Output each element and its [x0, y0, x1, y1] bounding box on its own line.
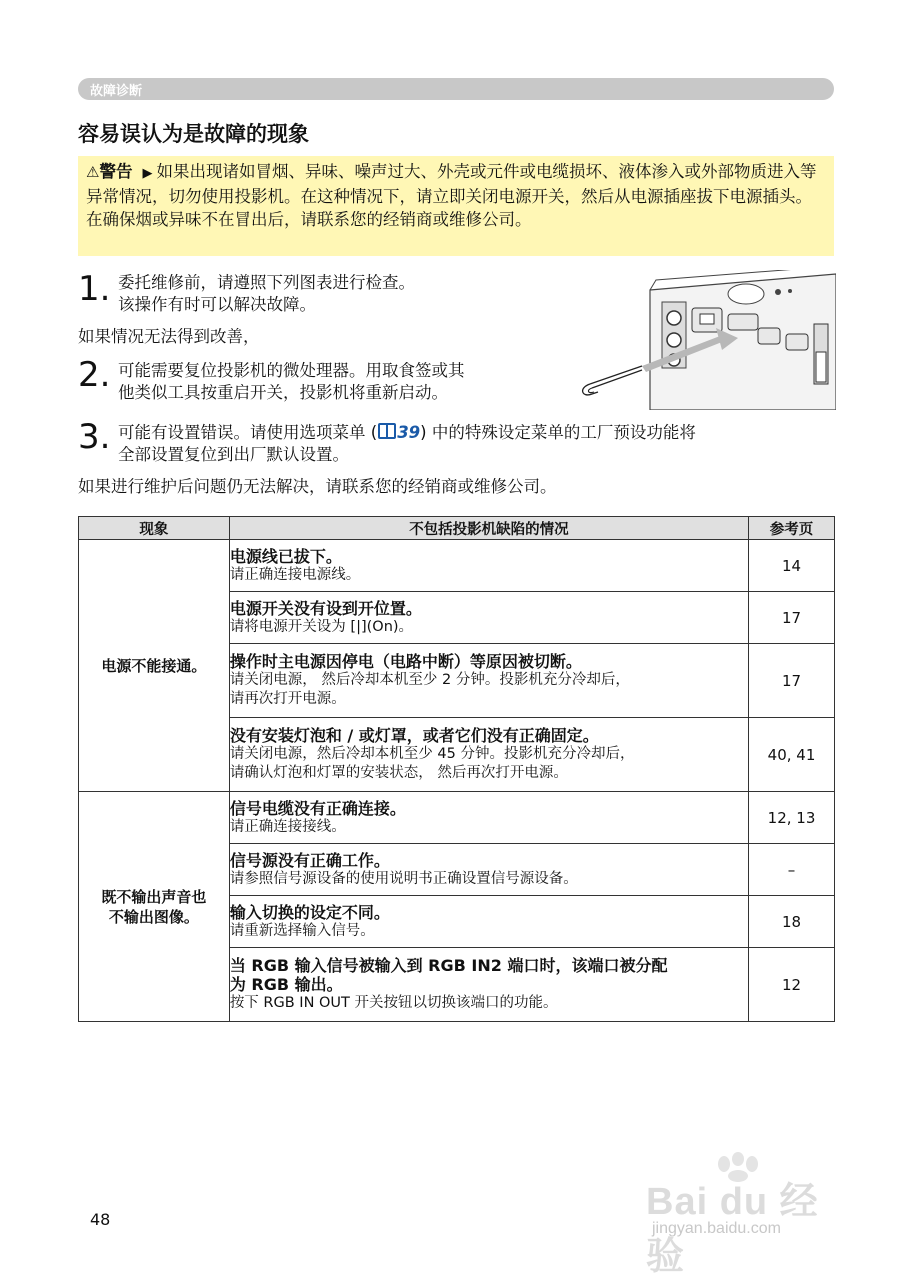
warning-box: [78, 156, 834, 256]
watermark-brand: Bai du 经验: [646, 1181, 819, 1278]
condition-cell: 输入切换的设定不同。 请重新选择输入信号。: [229, 896, 748, 948]
table-header-row: [79, 517, 835, 540]
troubleshooting-table: [78, 516, 835, 1022]
projector-reset-illustration: [580, 270, 836, 410]
page-reference-link[interactable]: 39: [397, 423, 421, 442]
arrow-right-icon: ▶: [142, 166, 153, 181]
reference-page-cell: 17: [749, 592, 835, 644]
reference-page-cell: 40, 41: [749, 718, 835, 792]
step-3-text: 可能有设置错误。请使用选项菜单 ( 39) 中的特殊设定菜单的工厂预设功能将 全部设置复位到出厂默认设置。: [118, 423, 696, 464]
watermark-url: jingyan.baidu.com: [652, 1220, 781, 1237]
section-header-bar: [78, 78, 834, 100]
page-number: 48: [90, 1210, 111, 1229]
table-row: [79, 540, 835, 592]
paragraph-no-improvement: 如果情况无法得到改善，: [78, 327, 260, 346]
condition-cell: 信号源没有正确工作。 请参照信号源设备的使用说明书正确设置信号源设备。: [229, 844, 748, 896]
reference-page-cell: 12, 13: [749, 792, 835, 844]
condition-cell: 电源线已拔下。 请正确连接电源线。: [229, 540, 748, 592]
symptom-power-cell: 电源不能接通。: [79, 540, 230, 792]
step-2-text: 可能需要复位投影机的微处理器。用取食签或其 他类似工具按重启开关，投影机将重新启动。: [118, 361, 465, 402]
section-label: 故障诊断: [90, 84, 143, 99]
condition-cell: 信号电缆没有正确连接。 请正确连接接线。: [229, 792, 748, 844]
symptom-no-output-cell: 既不输出声音也 不输出图像。: [79, 792, 230, 1022]
condition-cell: 电源开关没有设到开位置。 请将电源开关设为 [|](On)。: [229, 592, 748, 644]
warning-text: 如果出现诸如冒烟、异味、噪声过大、外壳或元件或电缆损坏、液体渗入或外部物质进入等异常情况，切勿使用投影机。在这种情况下，请立即关闭电源开关，然后从电源插座拔下电源插头。在确保烟或异味不在冒出后，请联系您的经销商或维修公司。: [86, 162, 817, 229]
condition-cell: 操作时主电源因停电（电路中断）等原因被切断。 请关闭电源， 然后冷却本机至少 2 分钟。投影机充分冷却后， 请再次打开电源。: [229, 644, 748, 718]
step-1-number: 1.: [78, 269, 111, 309]
paragraph-contact-service: 如果进行维护后问题仍无法解决，请联系您的经销商或维修公司。: [78, 477, 557, 496]
condition-cell: 没有安装灯泡和 / 或灯罩，或者它们没有正确固定。 请关闭电源，然后冷却本机至少 45 分钟。投影机充分冷却后， 请确认灯泡和灯罩的安装状态， 然后再次打开电源。: [229, 718, 748, 792]
col-header-condition: 不包括投影机缺陷的情况: [229, 517, 748, 540]
reference-page-cell: 18: [749, 896, 835, 948]
step-2-number: 2.: [78, 355, 111, 395]
reference-page-cell: 14: [749, 540, 835, 592]
manual-book-icon: [378, 423, 396, 439]
step-1-text: 委托维修前，请遵照下列图表进行检查。 该操作有时可以解决故障。: [118, 273, 415, 314]
warning-triangle-icon: ⚠: [86, 163, 100, 181]
col-header-symptom: 现象: [79, 517, 230, 540]
reference-page-cell: –: [749, 844, 835, 896]
reference-page-cell: 12: [749, 948, 835, 1022]
reference-page-cell: 17: [749, 644, 835, 718]
condition-cell: 当 RGB 输入信号被输入到 RGB IN2 端口时，该端口被分配 为 RGB 输出。 按下 RGB IN OUT 开关按钮以切换该端口的功能。: [229, 948, 748, 1022]
col-header-reference: 参考页: [749, 517, 835, 540]
step-3-number: 3.: [78, 417, 111, 457]
page-title: 容易误认为是故障的现象: [78, 122, 309, 146]
table-row: [79, 792, 835, 844]
baidu-jingyan-watermark: [644, 1152, 854, 1278]
warning-label: ⚠警告: [86, 162, 133, 181]
